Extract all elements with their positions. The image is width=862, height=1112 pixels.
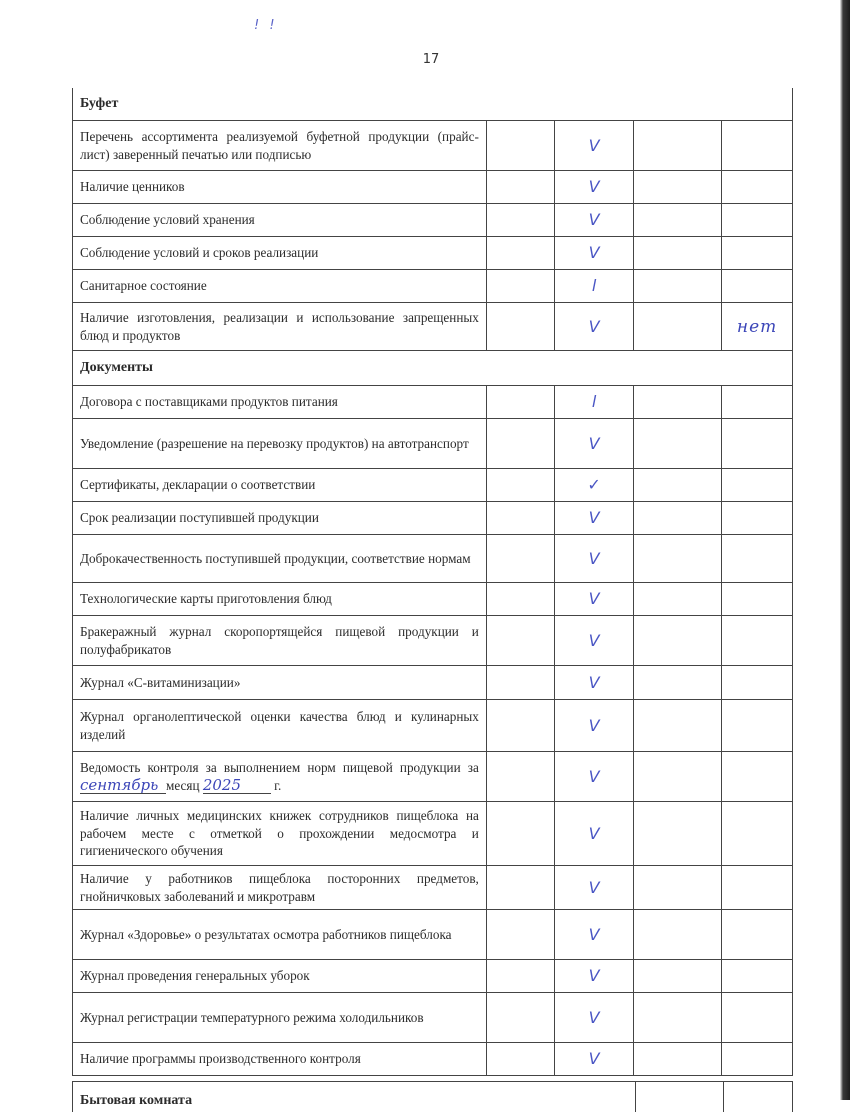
table-row <box>73 700 792 752</box>
check-mark: V <box>588 177 600 196</box>
checklist-table <box>72 88 793 1076</box>
handwritten-note: нет <box>736 316 778 337</box>
empty-cell <box>634 993 722 1042</box>
table-row <box>73 910 792 960</box>
table-row <box>73 583 792 616</box>
row-label: Наличие изготовления, реализации и использование запрещенных блюд и продуктов <box>80 310 479 343</box>
empty-cell <box>487 583 555 615</box>
empty-cell <box>634 802 722 865</box>
check-mark: V <box>588 715 600 735</box>
section-header-documents <box>73 351 792 386</box>
empty-cell <box>634 752 722 801</box>
row-label: Журнал регистрации температурного режима холодильников <box>80 1009 424 1025</box>
table-row <box>73 204 792 237</box>
table-row <box>73 802 792 866</box>
row-label: Наличие личных медицинских книжек сотрудников пищеблока на рабочем месте с отметкой о прохождении медосмотра и гигиенического обучения <box>80 808 479 859</box>
check-mark: V <box>588 243 600 262</box>
table-row <box>73 752 792 802</box>
empty-cell <box>634 121 722 170</box>
row-label-part3: г. <box>274 777 282 793</box>
table-row <box>73 171 792 204</box>
table-row <box>73 535 792 583</box>
row-label: Договора с поставщиками продуктов питания <box>80 394 338 410</box>
cell-border <box>635 1082 636 1112</box>
row-label: Журнал проведения генеральных уборок <box>80 968 310 984</box>
empty-cell <box>487 960 555 992</box>
row-label: Срок реализации поступившей продукции <box>80 510 319 526</box>
check-mark: V <box>588 589 600 608</box>
empty-cell <box>634 866 722 909</box>
empty-cell <box>634 616 722 665</box>
empty-cell <box>634 303 722 350</box>
section-title: Бытовая комната <box>80 1093 193 1108</box>
check-mark: V <box>588 966 600 985</box>
table-row <box>73 237 792 270</box>
empty-cell <box>487 802 555 865</box>
empty-cell <box>487 121 555 170</box>
table-row <box>73 502 792 535</box>
empty-cell <box>487 386 555 418</box>
check-mark: V <box>588 672 600 692</box>
table-row <box>73 866 792 910</box>
empty-cell <box>487 752 555 801</box>
row-label: Технологические карты приготовления блюд <box>80 591 332 607</box>
row-label: Журнал органолептической оценки качества блюд и кулинарных изделий <box>80 709 479 742</box>
check-mark: l <box>591 276 597 295</box>
row-label: Уведомление (разрешение на перевозку продуктов) на автотранспорт <box>80 435 469 451</box>
empty-cell <box>634 1043 722 1075</box>
page-number: 17 <box>422 52 440 67</box>
check-mark: V <box>588 766 600 786</box>
check-mark: V <box>588 1049 600 1068</box>
empty-cell <box>487 270 555 302</box>
row-label-part1: Ведомость контроля за выполнением норм пищевой продукции за <box>80 760 479 775</box>
empty-cell <box>487 204 555 236</box>
row-label: Наличие у работников пищеблока посторонних предметов, гнойничковых заболеваний и микротравм <box>80 871 479 904</box>
handwritten-month: сентябрь <box>80 778 166 794</box>
empty-cell <box>634 583 722 615</box>
stray-pen-marks: ! ! <box>254 18 278 33</box>
empty-cell <box>487 469 555 501</box>
empty-cell <box>634 386 722 418</box>
row-label: Журнал «С-витаминизации» <box>80 674 241 690</box>
empty-cell <box>487 171 555 203</box>
cell-border <box>792 1082 793 1112</box>
section-header-next <box>72 1081 793 1112</box>
empty-cell <box>487 616 555 665</box>
row-label: Бракеражный журнал скоропортящейся пищевой продукции и полуфабрикатов <box>80 624 479 657</box>
row-label-part2: месяц <box>166 777 200 793</box>
empty-cell <box>487 237 555 269</box>
empty-cell <box>487 700 555 751</box>
empty-cell <box>634 502 722 534</box>
check-mark: V <box>588 630 600 650</box>
table-row <box>73 666 792 700</box>
table-row <box>73 303 792 351</box>
check-mark: V <box>588 508 600 527</box>
empty-cell <box>487 535 555 582</box>
row-label: Сертификаты, декларации о соответствии <box>80 477 316 493</box>
row-label: Санитарное состояние <box>80 278 207 294</box>
empty-cell <box>487 666 555 699</box>
cell-border <box>72 1082 73 1112</box>
check-mark: V <box>588 1007 600 1027</box>
empty-cell <box>487 502 555 534</box>
section-title: Документы <box>80 360 153 375</box>
check-mark: V <box>588 548 600 568</box>
table-row <box>73 993 792 1043</box>
check-mark: l <box>591 392 597 411</box>
handwritten-year: 2025 <box>203 778 271 794</box>
empty-cell <box>634 910 722 959</box>
cell-border <box>723 1082 724 1112</box>
check-mark: V <box>588 924 600 944</box>
empty-cell <box>634 535 722 582</box>
table-row <box>73 469 792 502</box>
empty-cell <box>634 666 722 699</box>
row-label: Наличие программы производственного контроля <box>80 1051 361 1067</box>
inspection-checklist <box>72 88 793 1076</box>
row-label: Перечень ассортимента реализуемой буфетной продукции (прайс-лист) заверенный печатью или подписью <box>80 129 479 162</box>
row-label <box>80 759 479 794</box>
empty-cell <box>634 469 722 501</box>
empty-cell <box>634 171 722 203</box>
empty-cell <box>487 1043 555 1075</box>
empty-cell <box>634 960 722 992</box>
table-row <box>73 616 792 666</box>
row-label: Наличие ценников <box>80 179 185 195</box>
scan-edge <box>840 0 850 1100</box>
empty-cell <box>487 993 555 1042</box>
check-mark: V <box>588 210 600 229</box>
check-mark: V <box>588 877 600 897</box>
check-mark: ✓ <box>587 475 601 494</box>
empty-cell <box>634 270 722 302</box>
table-row <box>73 386 792 419</box>
empty-cell <box>487 419 555 468</box>
table-row <box>73 419 792 469</box>
check-mark: V <box>588 316 600 336</box>
row-label: Соблюдение условий хранения <box>80 212 255 228</box>
table-row <box>73 121 792 171</box>
empty-cell <box>487 910 555 959</box>
check-mark: V <box>588 135 600 155</box>
row-label: Соблюдение условий и сроков реализации <box>80 245 319 261</box>
section-header-bufet <box>73 88 792 121</box>
check-mark: V <box>588 433 600 453</box>
empty-cell <box>634 700 722 751</box>
row-label: Журнал «Здоровье» о результатах осмотра работников пищеблока <box>80 926 452 942</box>
section-title: Буфет <box>80 96 119 111</box>
empty-cell <box>487 866 555 909</box>
empty-cell <box>487 303 555 350</box>
table-row <box>73 270 792 303</box>
empty-cell <box>634 237 722 269</box>
row-label: Доброкачественность поступившей продукции, соответствие нормам <box>80 550 471 566</box>
table-row <box>73 960 792 993</box>
check-mark: V <box>588 823 600 843</box>
empty-cell <box>634 419 722 468</box>
empty-cell <box>634 204 722 236</box>
table-row <box>73 1043 792 1076</box>
